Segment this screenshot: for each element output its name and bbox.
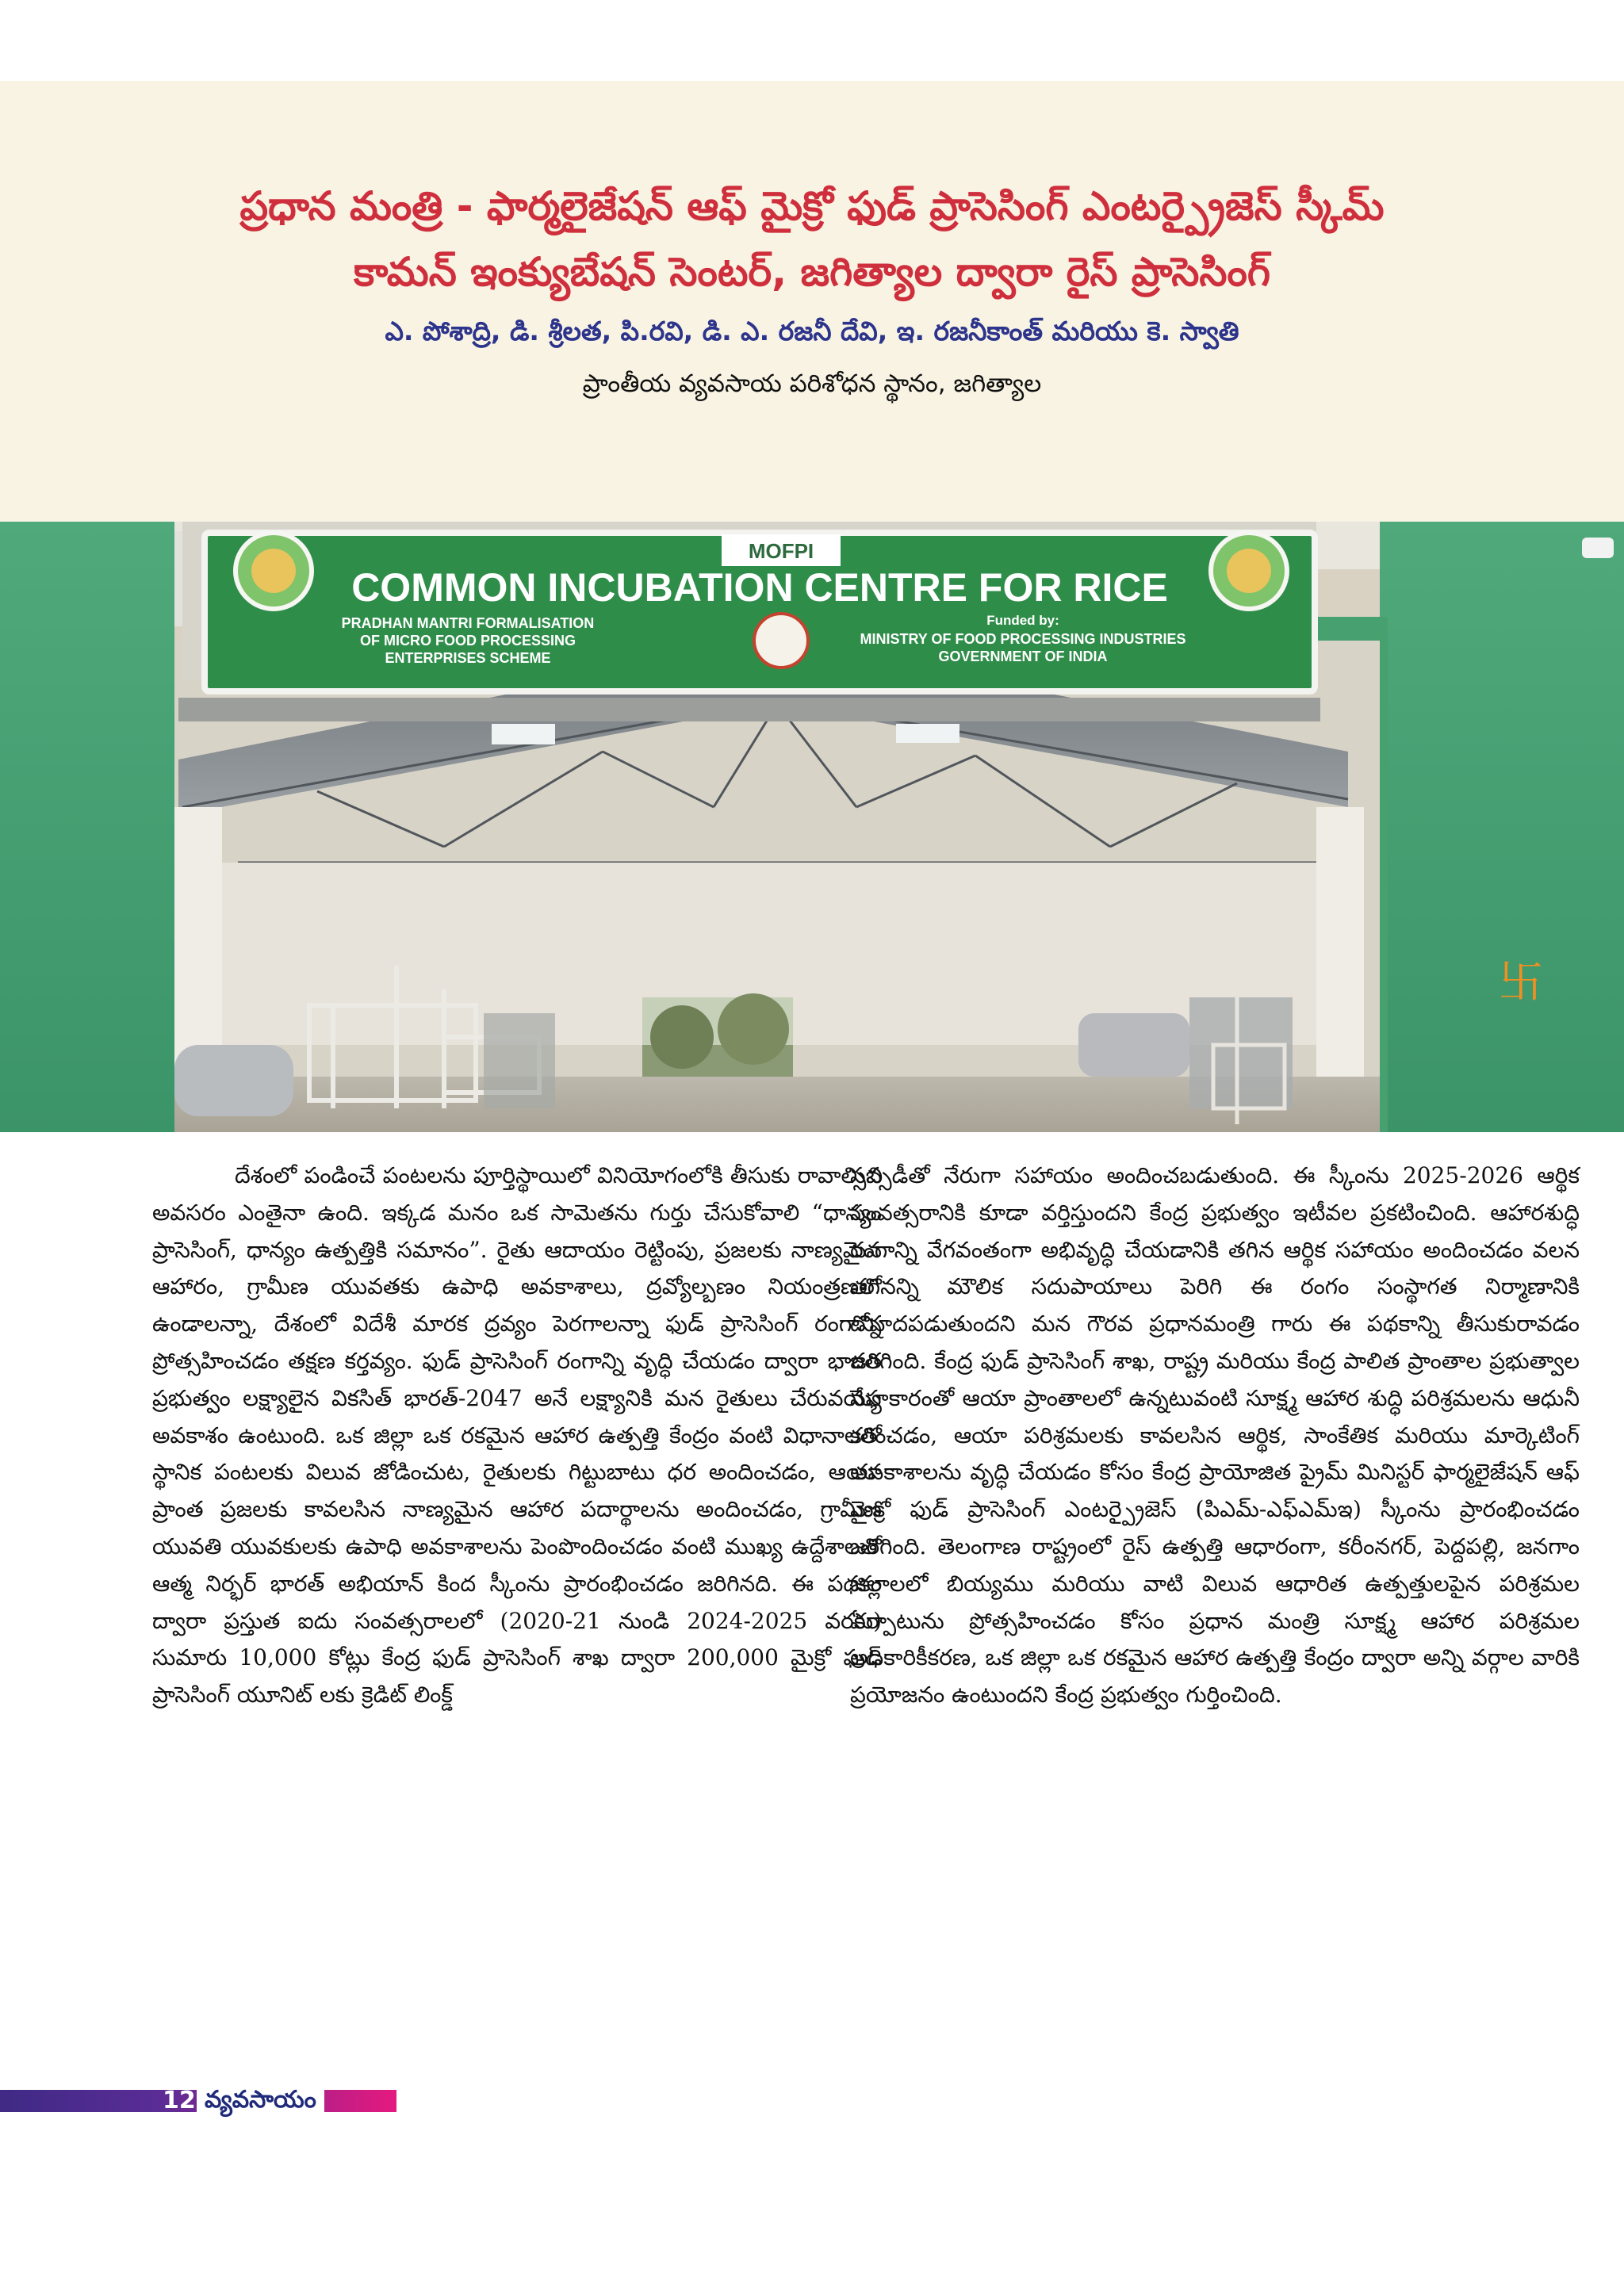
green-wall-right: [1380, 522, 1624, 1132]
body-column-left: [152, 1158, 882, 1714]
wall-swastika-mark: 卐: [1499, 957, 1543, 1008]
sign-left-line-2: OF MICRO FOOD PROCESSING: [359, 633, 576, 649]
drum-machine-left: [174, 1045, 293, 1116]
drum-machine-right: [1078, 1013, 1189, 1077]
mofpi-logo-text: MOFPI: [748, 539, 814, 563]
shutter-box: [178, 698, 1320, 721]
sign-right-line-1: Funded by:: [986, 613, 1059, 628]
author-list: ఎ. పోశాద్రి, డి. శ్రీలత, పి.రవి, డి. ఎ. రజనీ దేవి, ఇ. రజనీకాంత్ మరియు కె. స్వాతి: [385, 316, 1239, 346]
magazine-name: వ్యవసాయం: [197, 2084, 324, 2116]
scheme-logo: [754, 614, 808, 668]
sign-right-line-3: GOVERNMENT OF INDIA: [938, 649, 1108, 664]
sign-right-line-2: MINISTRY OF FOOD PROCESSING INDUSTRIES: [860, 631, 1186, 647]
header-band: [0, 81, 1624, 522]
paragraph: దేశంలో పండించే పంటలను పూర్తిస్థాయిలో వినియోగంలోకి తీసుకు రావాల్సిన అవసరం ఎంతైనా ఉంది. ఇక్కడ మనం ఒక సామెతను గుర్తు చేసుకోవాలి “ధాన్యం ప్రాసెసింగ్, ధాన్యం ఉత్పత్తికి సమానం”. రైతు ఆదాయం రెట్టింపు, ప్రజలకు నాణ్యమైన ఆహారం, గ్రామీణ యువతకు ఉపాధి అవకాశాలు, ద్రవ్యోల్బణం నియంత్రణలో ఉండాలన్నా, దేశంలో విదేశీ మారక ద్రవ్యం పెరగాలన్నా ఫుడ్ ప్రాసెసింగ్ రంగాన్ని ప్రోత్సహించడం తక్షణ కర్తవ్యం. ఫుడ్ ప్రాసెసింగ్ రంగాన్ని వృద్ధి చేయడం ద్వారా భారత ప్రభుత్వం లక్ష్యాలైన వికసిత్ భారత్-2047 అనే లక్ష్యానికి మన రైతులు చేరువయ్యే అవకాశం ఉంటుంది. ఒక జిల్లా ఒక రకమైన ఆహార ఉత్పత్తి కేంద్రం వంటి విధానాలతో స్థానిక పంటలకు విలువ జోడించుట, రైతులకు గిట్టుబాటు ధర అందించడం, ఆయా ప్రాంత ప్రజలకు కావలసిన నాణ్యమైన ఆహార పదార్థాలను అందించడం, గ్రామీణ యువతి యువకులకు ఉపాధి అవకాశాలను పెంపొందించడం వంటి ముఖ్య ఉద్దేశాలతో ఆత్మ నిర్భర్ భారత్ అభియాన్ కింద స్కీంను ప్రారంభించడం జరిగినది. ఈ పథకం ద్వారా ప్రస్తుత ఐదు సంవత్సరాలలో (2020-21 నుండి 2024-2025 వరకు) సుమారు 10,000 కోట్లు కేంద్ర ఫుడ్ ప్రాసెసింగ్ శాఖ ద్వారా 200,000 మైక్రో ఫుడ్ ప్రాసెసింగ్ యూనిట్ లకు క్రెడిట్ లింక్డ్: [152, 1162, 882, 1709]
article-title-line-2: కామన్ ఇంక్యుబేషన్ సెంటర్, జగిత్యాల ద్వారా రైస్ ప్రాసెసింగ్: [354, 249, 1270, 295]
sign-title: COMMON INCUBATION CENTRE FOR RICE: [351, 565, 1168, 610]
paragraph: సబ్సిడీతో నేరుగా సహాయం అందించబడుతుంది. ఈ స్కీంను 2025-2026 ఆర్థిక సంవత్సరానికి కూడా వర్తిస్తుందని కేంద్ర ప్రభుత్వం ఇటీవల ప్రకటించింది. ఆహారశుద్ధి రంగాన్ని వేగవంతంగా అభివృద్ధి చేయడానికి తగిన ఆర్థిక సహాయం అందించడం వలన తగినన్ని మౌలిక సదుపాయాలు పెరిగి ఈ రంగం సంస్థాగత నిర్మాణానికి దోహదపడుతుందని మన గౌరవ ప్రధానమంత్రి గారు ఈ పథకాన్ని తీసుకురావడం జరిగింది. కేంద్ర ఫుడ్ ప్రాసెసింగ్ శాఖ, రాష్ట్ర మరియు కేంద్ర పాలిత ప్రాంతాల ప్రభుత్వాల సహకారంతో ఆయా ప్రాంతాలలో ఉన్నటువంటి సూక్ష్మ ఆహార శుద్ధి పరిశ్రమలను ఆధునీ కరించడం, ఆయా పరిశ్రమలకు కావలసిన ఆర్థిక, సాంకేతిక మరియు మార్కెటింగ్ అవకాశాలను వృద్ధి చేయడం కోసం కేంద్ర ప్రాయోజిత ప్రైమ్ మినిస్టర్ ఫార్మలైజేషన్ ఆఫ్ మైక్రో ఫుడ్ ప్రాసెసింగ్ ఎంటర్ప్రైజెస్ (పిఎమ్-ఎఫ్ఎమ్ఇ) స్కీంను ప్రారంభించడం జరిగింది. తెలంగాణ రాష్ట్రంలో రైస్ ఉత్పత్తి ఆధారంగా, కరీంనగర్, పెద్దపల్లి, జనగాం జిల్లాలలో బియ్యము మరియు వాటి విలువ ఆధారిత ఉత్పత్తులపైన పరిశ్రమల ఏర్పాటును ప్రోత్సహించడం కోసం ప్రధాన మంత్రి సూక్ష్మ ఆహార పరిశ్రమల అధికారికీకరణ, ఒక జిల్లా ఒక రకమైన ఆహార ఉత్పత్తి కేంద్రం ద్వారా అన్ని వర్గాల వారికి ప్రయోజనం ఉంటుందని కేంద్ర ప్రభుత్వం గుర్తించింది.: [850, 1162, 1580, 1709]
green-wall-left: [0, 522, 174, 1132]
sign-left-line-1: PRADHAN MANTRI FORMALISATION: [341, 615, 595, 631]
page-number: 12: [163, 2087, 196, 2114]
body-column-right: [850, 1158, 1580, 1714]
sign-left-line-3: ENTERPRISES SCHEME: [385, 650, 551, 666]
cctv-camera: [1582, 538, 1614, 558]
incubation-centre-photo: [0, 522, 1624, 1132]
affiliation: ప్రాంతీయ వ్యవసాయ పరిశోధన స్థానం, జగిత్యాల: [582, 369, 1042, 398]
article-title-line-1: ప్రధాన మంత్రి - ఫార్మలైజేషన్ ఆఫ్ మైక్రో ఫుడ్ ప్రాసెసింగ్ ఎంటర్ప్రైజెస్ స్కీమ్: [239, 183, 1385, 229]
